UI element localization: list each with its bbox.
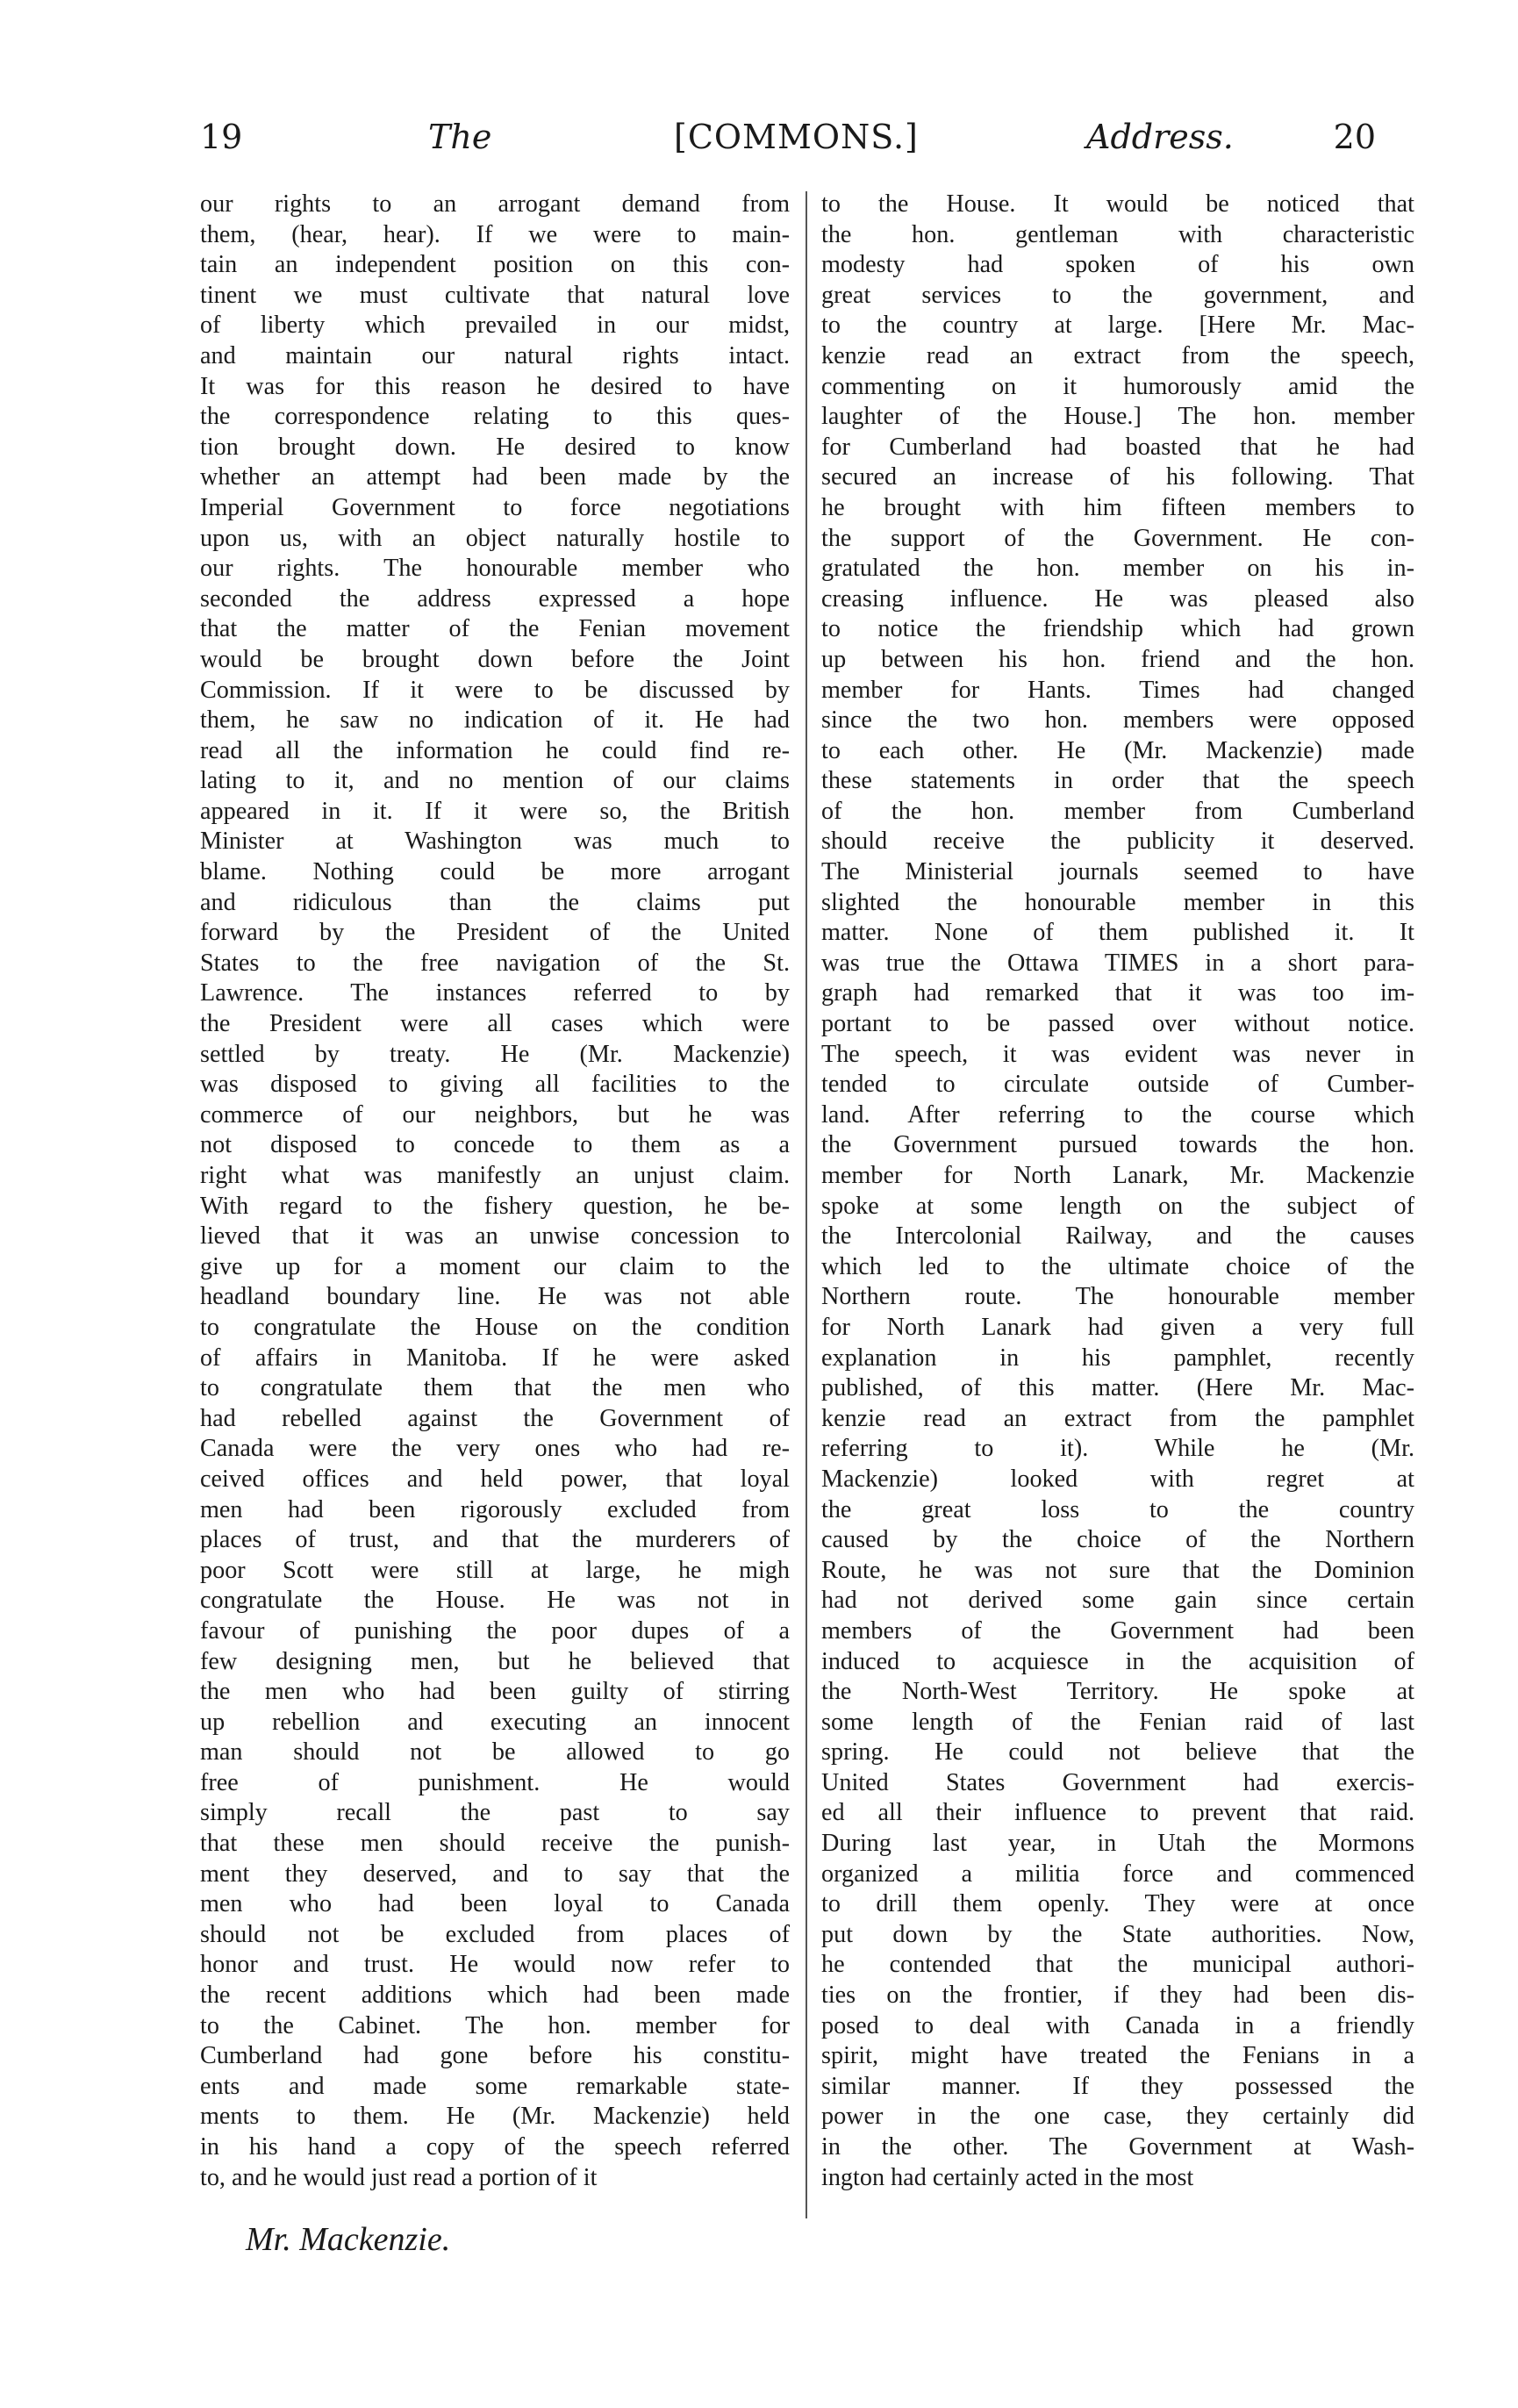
- right-column-line: the Government pursued towards the hon.: [821, 1131, 1414, 1159]
- left-column-line: to congratulate the House on the condition: [200, 1313, 790, 1341]
- right-column-line: published, of this matter. (Here Mr. Mac-: [821, 1374, 1414, 1402]
- left-column-line: the correspondence relating to this ques-: [200, 403, 790, 431]
- left-column-line: lating to it, and no mention of our claims: [200, 767, 790, 795]
- left-column-line: few designing men, but he believed that: [200, 1647, 790, 1675]
- right-column-line: ington had certainly acted in the most: [821, 2163, 1194, 2191]
- right-column-line: to notice the friendship which had grown: [821, 615, 1414, 643]
- right-column-line: kenzie read an extract from the pamphlet: [821, 1404, 1414, 1432]
- right-column-line: creasing influence. He was pleased also: [821, 584, 1414, 613]
- right-column-line: referring to it). While he (Mr.: [821, 1435, 1414, 1463]
- left-column-line: right what was manifestly an unjust claim.: [200, 1162, 790, 1189]
- right-column-line: Mackenzie) looked with regret at: [821, 1465, 1414, 1493]
- left-column-line: our rights to an arrogant demand from: [200, 190, 790, 218]
- right-column-line: During last year, in Utah the Mormons: [821, 1830, 1414, 1858]
- right-column-line: caused by the choice of the Northern: [821, 1526, 1414, 1554]
- left-column-line: whether an attempt had been made by the: [200, 463, 790, 491]
- right-column-line: induced to acquiesce in the acquisition of: [821, 1647, 1414, 1675]
- right-column-line: for Cumberland had boasted that he had: [821, 433, 1414, 461]
- right-column-line: these statements in order that the speech: [821, 767, 1414, 795]
- right-column-line: he contended that the municipal authori-: [821, 1951, 1414, 1979]
- left-column-line: tain an independent position on this con-: [200, 251, 790, 279]
- left-column-line: ents and made some remarkable state-: [200, 2072, 790, 2100]
- right-column-line: secured an increase of his following. That: [821, 463, 1414, 491]
- left-column-line: favour of punishing the poor dupes of a: [200, 1616, 790, 1645]
- right-column-line: explanation in his pamphlet, recently: [821, 1344, 1414, 1372]
- column-divider: [806, 191, 807, 2218]
- right-column-line: for North Lanark had given a very full: [821, 1313, 1414, 1341]
- right-column-line: The speech, it was evident was never in: [821, 1040, 1414, 1068]
- right-column-line: United States Government had exercis-: [821, 1768, 1414, 1796]
- left-column-line: that these men should receive the punish-: [200, 1830, 790, 1858]
- left-column-line: the President were all cases which were: [200, 1010, 790, 1038]
- left-column-line: had rebelled against the Government of: [200, 1404, 790, 1432]
- right-column-line: Route, he was not sure that the Dominion: [821, 1556, 1414, 1584]
- header-address: Address.: [1086, 118, 1234, 156]
- left-column-line: them, he saw no indication of it. He had: [200, 706, 790, 735]
- left-column-line: to congratulate them that the men who: [200, 1374, 790, 1402]
- right-column-line: some length of the Fenian raid of last: [821, 1708, 1414, 1736]
- left-column-line: man should not be allowed to go: [200, 1738, 790, 1767]
- left-column-line: would be brought down before the Joint: [200, 645, 790, 673]
- left-column-line: tion brought down. He desired to know: [200, 433, 790, 461]
- left-column-line: Lawrence. The instances referred to by: [200, 979, 790, 1007]
- right-column-line: commenting on it humorously amid the: [821, 372, 1414, 400]
- left-column-line: simply recall the past to say: [200, 1799, 790, 1827]
- left-column-line: the recent additions which had been made: [200, 1982, 790, 2010]
- left-column-line: Cumberland had gone before his constitu-: [200, 2042, 790, 2070]
- left-column-line: men had been rigorously excluded from: [200, 1495, 790, 1523]
- right-column-line: to drill them openly. They were at once: [821, 1890, 1414, 1918]
- right-column-line: posed to deal with Canada in a friendly: [821, 2011, 1414, 2039]
- right-column-line: put down by the State authorities. Now,: [821, 1920, 1414, 1948]
- left-column-line: free of punishment. He would: [200, 1768, 790, 1796]
- left-column-line: lieved that it was an unwise concession to: [200, 1222, 790, 1251]
- right-column-line: which led to the ultimate choice of the: [821, 1252, 1414, 1280]
- right-column-line: laughter of the House.] The hon. member: [821, 403, 1414, 431]
- left-column-line: seconded the address expressed a hope: [200, 584, 790, 613]
- right-column-line: spirit, might have treated the Fenians in a: [821, 2042, 1414, 2070]
- left-column-line: headland boundary line. He was not able: [200, 1283, 790, 1311]
- right-column-line: up between his hon. friend and the hon.: [821, 645, 1414, 673]
- left-column-line: the men who had been guilty of stirring: [200, 1678, 790, 1706]
- right-column-line: to the country at large. [Here Mr. Mac-: [821, 312, 1414, 340]
- right-column-line: the support of the Government. He con-: [821, 524, 1414, 552]
- left-column-line: places of trust, and that the murderers of: [200, 1526, 790, 1554]
- left-column-line: our rights. The honourable member who: [200, 555, 790, 583]
- left-column-line: to the Cabinet. The hon. member for: [200, 2011, 790, 2039]
- left-column-line: to, and he would just read a portion of it: [200, 2163, 598, 2191]
- right-column-line: member for Hants. Times had changed: [821, 676, 1414, 704]
- left-column-line: ceived offices and held power, that loyal: [200, 1465, 790, 1493]
- left-column-line: and maintain our natural rights intact.: [200, 341, 790, 369]
- left-column-line: them, (hear, hear). If we were to main-: [200, 220, 790, 248]
- left-column-line: not disposed to concede to them as a: [200, 1131, 790, 1159]
- right-column-line: slighted the honourable member in this: [821, 888, 1414, 916]
- right-column-line: should receive the publicity it deserved.: [821, 828, 1414, 856]
- left-column-line: give up for a moment our claim to the: [200, 1252, 790, 1280]
- right-column-line: kenzie read an extract from the speech,: [821, 341, 1414, 369]
- speaker-footer: Mr. Mackenzie.: [246, 2221, 451, 2258]
- right-column-line: tended to circulate outside of Cumber-: [821, 1071, 1414, 1099]
- left-column-line: settled by treaty. He (Mr. Mackenzie): [200, 1040, 790, 1068]
- right-column-line: great services to the government, and: [821, 281, 1414, 309]
- left-column-line: of liberty which prevailed in our midst,: [200, 312, 790, 340]
- left-column-line: up rebellion and executing an innocent: [200, 1708, 790, 1736]
- right-column-line: had not derived some gain since certain: [821, 1587, 1414, 1615]
- left-column: [200, 190, 790, 2193]
- left-column-line: blame. Nothing could be more arrogant: [200, 858, 790, 886]
- left-column-line: Commission. If it were to be discussed by: [200, 676, 790, 704]
- left-column-line: ments to them. He (Mr. Mackenzie) held: [200, 2103, 790, 2131]
- left-column-line: ment they deserved, and to say that the: [200, 1860, 790, 1888]
- right-column-line: ties on the frontier, if they had been dis-: [821, 1982, 1414, 2010]
- left-column-line: forward by the President of the United: [200, 919, 790, 947]
- left-column-line: was disposed to giving all facilities to the: [200, 1071, 790, 1099]
- right-column-line: of the hon. member from Cumberland: [821, 797, 1414, 825]
- left-column-line: appeared in it. If it were so, the British: [200, 797, 790, 825]
- left-column-line: congratulate the House. He was not in: [200, 1587, 790, 1615]
- left-column-line: of affairs in Manitoba. If he were asked: [200, 1344, 790, 1372]
- right-column-line: modesty had spoken of his own: [821, 251, 1414, 279]
- left-column-line: commerce of our neighbors, but he was: [200, 1100, 790, 1129]
- right-column-line: portant to be passed over without notice.: [821, 1010, 1414, 1038]
- left-column-line: poor Scott were still at large, he migh: [200, 1556, 790, 1584]
- left-page-number: 19: [200, 118, 243, 156]
- right-column-line: power in the one case, they certainly did: [821, 2103, 1414, 2131]
- right-column-line: organized a militia force and commenced: [821, 1860, 1414, 1888]
- right-column-line: spoke at some length on the subject of: [821, 1192, 1414, 1220]
- right-column-line: since the two hon. members were opposed: [821, 706, 1414, 735]
- right-column-line: member for North Lanark, Mr. Mackenzie: [821, 1162, 1414, 1189]
- right-column-line: spring. He could not believe that the: [821, 1738, 1414, 1767]
- left-column-line: should not be excluded from places of: [200, 1920, 790, 1948]
- right-column-line: ed all their influence to prevent that raid.: [821, 1799, 1414, 1827]
- right-column-line: similar manner. If they possessed the: [821, 2072, 1414, 2100]
- right-column: [821, 190, 1414, 2193]
- left-column-line: that the matter of the Fenian movement: [200, 615, 790, 643]
- right-column-line: Northern route. The honourable member: [821, 1283, 1414, 1311]
- right-column-line: members of the Government had been: [821, 1616, 1414, 1645]
- right-column-line: the North-West Territory. He spoke at: [821, 1678, 1414, 1706]
- right-column-line: the hon. gentleman with characteristic: [821, 220, 1414, 248]
- left-column-line: Imperial Government to force negotiations: [200, 493, 790, 521]
- right-column-line: was true the Ottawa TIMES in a short para-: [821, 949, 1414, 977]
- left-column-line: men who had been loyal to Canada: [200, 1890, 790, 1918]
- left-column-line: read all the information he could find re-: [200, 736, 790, 764]
- left-column-line: honor and trust. He would now refer to: [200, 1951, 790, 1979]
- right-column-line: The Ministerial journals seemed to have: [821, 858, 1414, 886]
- right-column-line: land. After referring to the course which: [821, 1100, 1414, 1129]
- left-column-line: in his hand a copy of the speech referred: [200, 2133, 790, 2161]
- right-column-line: graph had remarked that it was too im-: [821, 979, 1414, 1007]
- right-column-line: the great loss to the country: [821, 1495, 1414, 1523]
- right-column-line: in the other. The Government at Wash-: [821, 2133, 1414, 2161]
- left-column-line: With regard to the fishery question, he be-: [200, 1192, 790, 1220]
- left-column-line: Canada were the very ones who had re-: [200, 1435, 790, 1463]
- left-column-line: It was for this reason he desired to have: [200, 372, 790, 400]
- header-the: The: [428, 118, 492, 156]
- right-column-line: he brought with him fifteen members to: [821, 493, 1414, 521]
- left-column-line: Minister at Washington was much to: [200, 828, 790, 856]
- left-column-line: tinent we must cultivate that natural love: [200, 281, 790, 309]
- right-column-line: to the House. It would be noticed that: [821, 190, 1414, 218]
- right-page-number: 20: [1333, 118, 1376, 156]
- header-commons: [COMMONS.]: [674, 118, 919, 156]
- right-column-line: to each other. He (Mr. Mackenzie) made: [821, 736, 1414, 764]
- left-column-line: upon us, with an object naturally hostile to: [200, 524, 790, 552]
- page-header: [200, 118, 1376, 163]
- right-column-line: the Intercolonial Railway, and the causes: [821, 1222, 1414, 1251]
- right-column-line: gratulated the hon. member on his in-: [821, 555, 1414, 583]
- right-column-line: matter. None of them published it. It: [821, 919, 1414, 947]
- left-column-line: and ridiculous than the claims put: [200, 888, 790, 916]
- left-column-line: States to the free navigation of the St.: [200, 949, 790, 977]
